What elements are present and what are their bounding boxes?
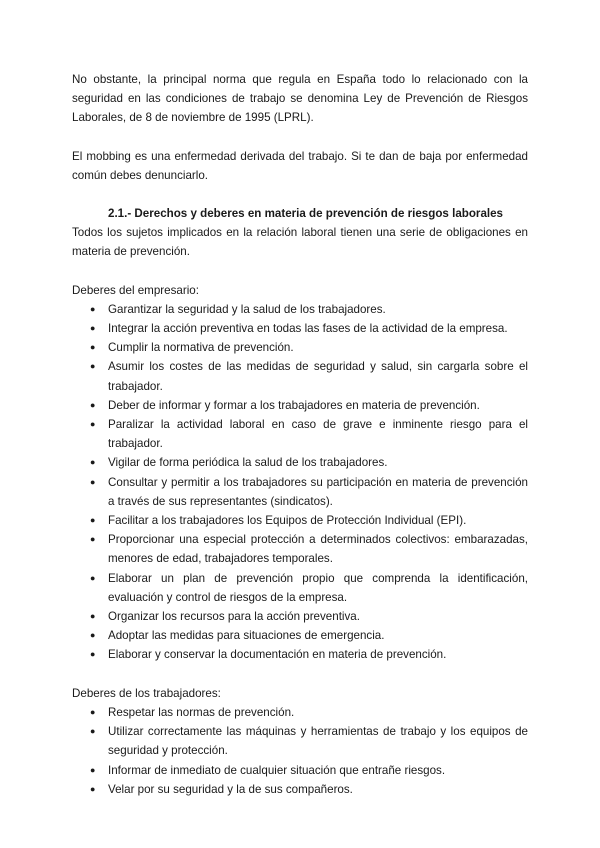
list-item: ● Respetar las normas de prevención. xyxy=(72,703,528,722)
list-item: ● Garantizar la seguridad y la salud de los trabajadores. xyxy=(72,300,528,319)
bullet-icon: ● xyxy=(90,630,96,641)
list-item: ● Proporcionar una especial protección a determinados colectivos: embarazadas, menores de edad, trabajadores temporales. xyxy=(72,530,528,568)
bullet-icon: ● xyxy=(90,726,96,737)
list-item: ● Elaborar un plan de prevención propio que comprenda la identificación, evaluación y control de riesgos de la empresa. xyxy=(72,569,528,607)
list-item: ● Consultar y permitir a los trabajadores su participación en materia de prevención a través de sus representantes (sindicatos). xyxy=(72,473,528,511)
bullet-icon: ● xyxy=(90,611,96,622)
list-item: ● Utilizar correctamente las máquinas y herramientas de trabajo y los equipos de seguridad y protección. xyxy=(72,722,528,760)
section-intro: Todos los sujetos implicados en la relación laboral tienen una serie de obligaciones en materia de prevención. xyxy=(72,226,528,259)
bullet-icon: ● xyxy=(90,515,96,526)
list-item: ● Facilitar a los trabajadores los Equipos de Protección Individual (EPI). xyxy=(72,511,528,530)
bullet-icon: ● xyxy=(90,361,96,372)
bullet-icon: ● xyxy=(90,342,96,353)
bullet-icon: ● xyxy=(90,534,96,545)
list-item: ● Deber de informar y formar a los trabajadores en materia de prevención. xyxy=(72,396,528,415)
bullet-icon: ● xyxy=(90,419,96,430)
bullet-icon: ● xyxy=(90,323,96,334)
list-item: ● Informar de inmediato de cualquier situación que entrañe riesgos. xyxy=(72,761,528,780)
bullet-icon: ● xyxy=(90,399,96,410)
employer-duties-title: Deberes del empresario: xyxy=(72,283,199,297)
bullet-icon: ● xyxy=(90,706,96,717)
list-item: ● Adoptar las medidas para situaciones de emergencia. xyxy=(72,626,528,645)
list-item: ● Cumplir la normativa de prevención. xyxy=(72,338,528,357)
paragraph-mobbing: El mobbing es una enfermedad derivada del trabajo. Si te dan de baja por enfermedad común debes denunciarlo. xyxy=(72,149,528,182)
paragraph-lprl: No obstante, la principal norma que regula en España todo lo relacionado con la seguridad en las condiciones de trabajo se denomina Ley de Prevención de Riesgos Laborales, de 8 de noviembre de 1995 (LPRL). xyxy=(72,73,528,125)
worker-duties-title: Deberes de los trabajadores: xyxy=(72,686,221,700)
list-item: ● Paralizar la actividad laboral en caso de grave e inminente riesgo para el trabajador. xyxy=(72,415,528,453)
section-heading: 2.1.- Derechos y deberes en materia de prevención de riesgos laborales xyxy=(108,207,504,221)
bullet-icon: ● xyxy=(90,783,96,794)
bullet-icon: ● xyxy=(90,303,96,314)
list-item: ● Vigilar de forma periódica la salud de los trabajadores. xyxy=(72,453,528,472)
employer-duties-list xyxy=(72,300,528,665)
list-item: ● Asumir los costes de las medidas de seguridad y salud, sin cargarla sobre el trabajador. xyxy=(72,357,528,395)
bullet-icon: ● xyxy=(90,476,96,487)
list-item: ● Integrar la acción preventiva en todas las fases de la actividad de la empresa. xyxy=(72,319,528,338)
list-item: ● Organizar los recursos para la acción preventiva. xyxy=(72,607,528,626)
bullet-icon: ● xyxy=(90,764,96,775)
list-item: ● Elaborar y conservar la documentación en materia de prevención. xyxy=(72,645,528,664)
bullet-icon: ● xyxy=(90,572,96,583)
worker-duties-list xyxy=(72,703,528,799)
bullet-icon: ● xyxy=(90,649,96,660)
list-item: ● Velar por su seguridad y la de sus compañeros. xyxy=(72,780,528,799)
bullet-icon: ● xyxy=(90,457,96,468)
